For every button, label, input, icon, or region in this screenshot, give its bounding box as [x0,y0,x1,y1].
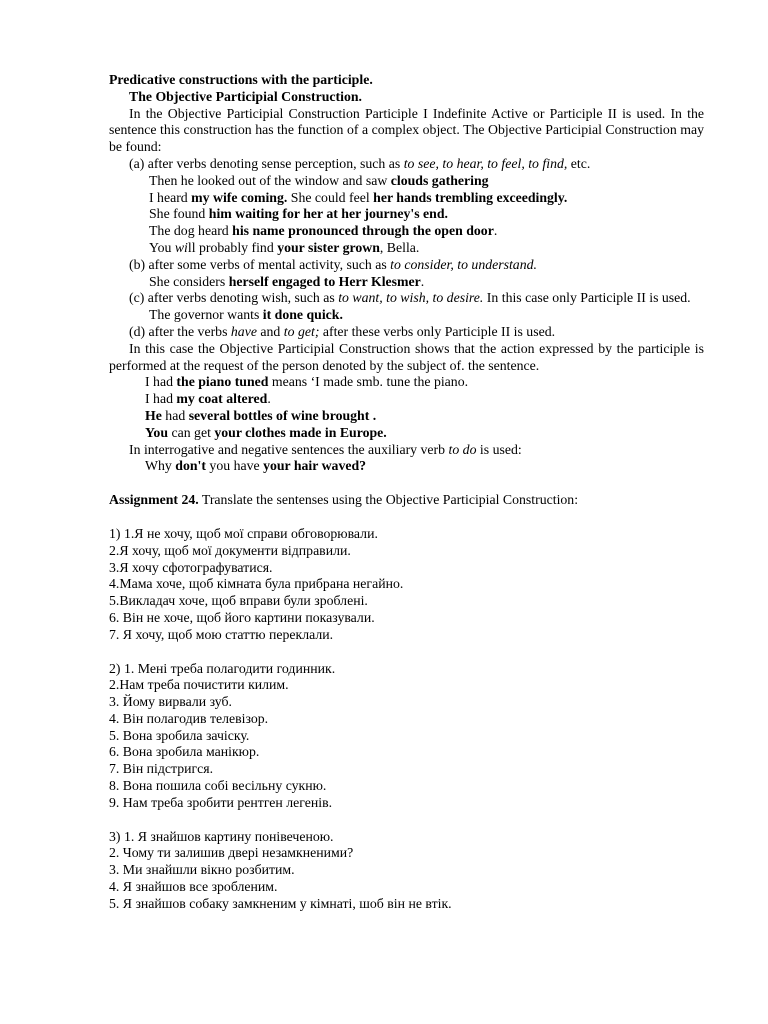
list-item: 5. Вона зробила зачіску. [109,727,250,743]
example-d4: You can get your clothes made in Europe. [145,424,387,440]
list-item: 4.Мама хоче, щоб кімната була прибрана негайно. [109,576,404,592]
example-c1: The governor wants it done quick. [149,307,343,323]
list-item: 5.Викладач хоче, щоб вправи були зроблені. [109,593,368,609]
rule-b: (b) after some verbs of mental activity, such as to consider, to understand. [129,256,537,272]
rule-d: (d) after the verbs have and to get; after these verbs only Participle II is used. [129,323,556,339]
example-a5: You will probably find your sister grown, Bella. [149,239,420,255]
list-item: 2.Нам треба почистити килим. [109,677,289,693]
exercise-group-3 [109,829,704,913]
rule-c: (c) after verbs denoting wish, such as to want, to wish, to desire. In this case only Participle II is used. [129,290,691,306]
list-item: 4. Я знайшов все зробленим. [109,879,278,895]
list-item: 8. Вона пошила собі весільну сукню. [109,778,327,794]
list-item: 6. Вона зробила манікюр. [109,744,260,760]
list-item: 3. Йому вирвали зуб. [109,694,232,710]
doc-title: Predicative constructions with the participle. [109,72,373,87]
interrogative-rule: In interrogative and negative sentences the auxiliary verb to do is used: [129,441,522,457]
rule-d-text: In this case the Objective Participial Construction shows that the action expressed by the participle is performed at the request of the person denoted by the subject of. the sentence. [109,340,704,373]
example-d2: I had my coat altered. [145,391,271,407]
intro-paragraph: In the Objective Participial Construction Participle I Indefinite Active or Participle II is used. In the sentence this construction has the function of a complex object. The Objective Participial Construction may be found: [109,105,704,155]
example-interrogative: Why don't you have your hair waved? [145,458,367,474]
list-item: 2) 1. Мені треба полагодити годинник. [109,660,336,676]
list-item: 5. Я знайшов собаку замкненим у кімнаті, шоб він не втік. [109,895,452,911]
example-d3: He had several bottles of wine brought . [145,407,377,423]
list-item: 2. Чому ти залишив двері незамкненими? [109,845,354,861]
list-item: 9. Нам треба зробити рентген легенів. [109,794,333,810]
doc-subtitle: The Objective Participial Construction. [129,88,362,104]
list-item: 3. Ми знайшли вікно розбитим. [109,862,295,878]
list-item: 6. Він не хоче, щоб його картини показували. [109,609,375,625]
list-item: 7. Він підстригся. [109,761,214,777]
example-a2: I heard my wife coming. She could feel her hands trembling exceedingly. [149,189,568,205]
list-item: 1) 1.Я не хочу, щоб мої справи обговорювали. [109,525,378,541]
exercise-group-1 [109,526,704,644]
example-a1: Then he looked out of the window and saw clouds gathering [149,172,489,188]
exercise-group-2 [109,661,704,812]
example-b1: She considers herself engaged to Herr Klesmer. [149,273,425,289]
example-a3: She found him waiting for her at her journey's end. [149,206,448,222]
list-item: 3.Я хочу сфотографуватися. [109,559,273,575]
list-item: 2.Я хочу, щоб мої документи відправили. [109,542,351,558]
list-item: 7. Я хочу, щоб мою статтю переклали. [109,626,334,642]
list-item: 4. Він полагодив телевізор. [109,710,269,726]
example-a4: The dog heard his name pronounced through the open door. [149,223,498,239]
assignment-heading: Assignment 24. Translate the sentenses using the Objective Participial Construction: [109,492,579,508]
rule-a: (a) after verbs denoting sense perception, such as to see, to hear, to feel, to find, etc. [129,155,591,171]
list-item: 3) 1. Я знайшов картину понівеченою. [109,828,334,844]
example-d1: I had the piano tuned means ‘I made smb. tune the piano. [145,374,469,390]
